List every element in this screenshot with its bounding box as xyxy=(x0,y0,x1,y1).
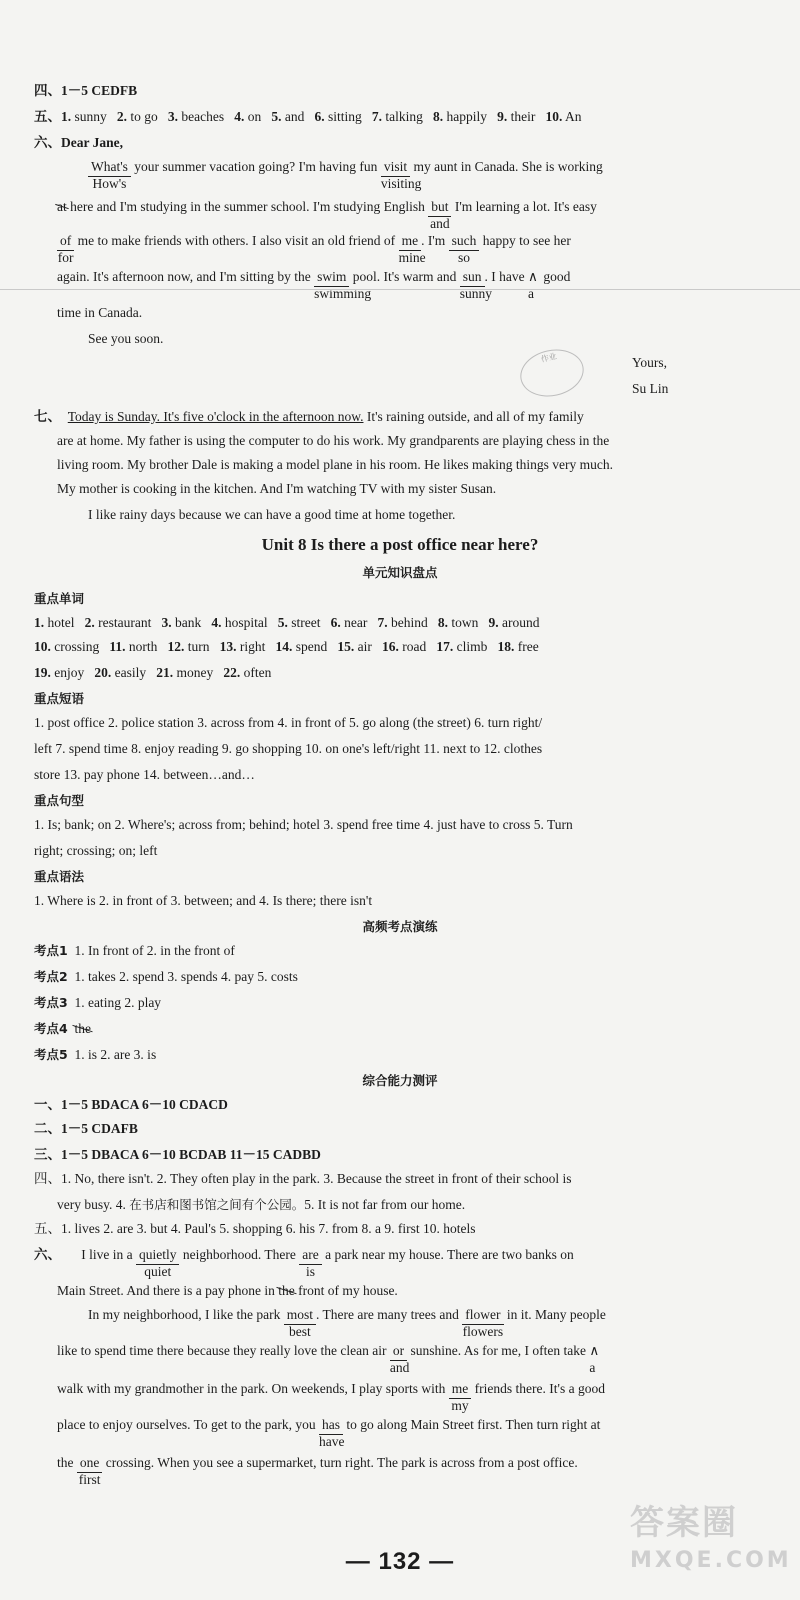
letter-line-5: time in Canada. xyxy=(57,305,143,320)
answer-item: 1. sunny xyxy=(61,109,107,124)
test-section-4-line-1: 四、1. No, there isn't. 2. They often play in the park. 3. Because the street in front of their school is xyxy=(34,1171,572,1186)
words-line-2 xyxy=(34,638,539,656)
letter-line-6: See you soon. xyxy=(88,331,164,346)
word-item: 14. spend xyxy=(275,639,328,654)
word-item: 7. behind xyxy=(377,615,428,630)
word-item: 12. turn xyxy=(167,639,210,654)
deleted-word: at xyxy=(57,199,67,214)
subheading-knowledge: 单元知识盘点 xyxy=(362,565,438,580)
error-word: one first xyxy=(78,1455,101,1487)
subheading-practice: 高频考点演练 xyxy=(362,919,438,934)
passage-line-4: like to spend time there because they really love the clean air or and sunshine. As for me, I often take ∧ a xyxy=(57,1342,601,1361)
watermark-logo: 答案圈 MXQE.COM xyxy=(630,1503,792,1573)
letter-line-2: at here and I'm studying in the summer school. I'm studying English but and I'm learning a lot. It's easy xyxy=(57,199,597,231)
answer-item: 3. beaches xyxy=(167,109,225,124)
test-section-5: 五、1. lives 2. are 3. but 4. Paul's 5. shopping 6. his 7. from 8. a 9. first 10. hotels xyxy=(34,1221,476,1236)
word-item: 18. free xyxy=(497,639,539,654)
unit-title: Unit 8 Is there a post office near here? xyxy=(261,535,539,554)
letter-closing: Yours, xyxy=(632,355,668,370)
answer-item: 6. sitting xyxy=(314,109,362,124)
word-item: 13. right xyxy=(219,639,266,654)
sentences-line-1: 1. Is; bank; on 2. Where's; across from; behind; hotel 3. spend free time 4. just have to cross 5. Turn xyxy=(34,817,573,832)
kaodian-1: 考点1 1. In front of 2. in the front of xyxy=(34,943,235,958)
error-word: visit visiting xyxy=(380,159,422,191)
word-item: 10. crossing xyxy=(34,639,100,654)
sentences-heading: 重点句型 xyxy=(34,793,85,808)
error-word: of for xyxy=(57,233,74,265)
passage-line-7: the one first crossing. When you see a supermarket, turn right. The park is across from a post office. xyxy=(57,1455,578,1487)
word-item: 2. restaurant xyxy=(84,615,152,630)
section-7-line-5: I like rainy days because we can have a good time at home together. xyxy=(88,507,456,522)
answer-item: 10. An xyxy=(545,109,582,124)
word-item: 3. bank xyxy=(161,615,202,630)
answer-item: 2. to go xyxy=(116,109,158,124)
letter-line-4: again. It's afternoon now, and I'm sitting by the swim swimming pool. It's warm and sun sunny . I have ∧ a good xyxy=(57,269,571,301)
phrases-line-1: 1. post office 2. police station 3. across from 4. in front of 5. go along (the street) 6. turn right/ xyxy=(34,715,543,730)
word-item: 16. road xyxy=(382,639,427,654)
page-number: — 132 — xyxy=(345,1548,455,1575)
error-word: or and xyxy=(389,1343,410,1375)
words-line-1 xyxy=(34,614,539,632)
letter-line-3: of for me to make friends with others. I also visit an old friend of me mine . I'm such so happy to see her xyxy=(57,233,571,265)
error-word: such so xyxy=(449,232,480,251)
answer-item: 4. on xyxy=(234,109,262,124)
word-item: 17. climb xyxy=(436,639,488,654)
word-item: 6. near xyxy=(330,615,368,630)
passage-line-2: Main Street. And there is a pay phone in the front of my house. xyxy=(57,1283,398,1298)
words-line-3 xyxy=(34,664,271,682)
fold-line xyxy=(0,289,800,290)
subheading-test: 综合能力测评 xyxy=(362,1073,438,1088)
section-4-answers: 四、1－5 CEDFB xyxy=(34,83,138,98)
error-word: are is xyxy=(299,1246,321,1265)
error-word: me mine xyxy=(398,233,426,265)
word-item: 8. town xyxy=(437,615,479,630)
letter-salutation: 六、Dear Jane, xyxy=(34,135,123,150)
word-item: 19. enjoy xyxy=(34,665,85,680)
word-item: 22. often xyxy=(223,665,272,680)
answer-item: 7. talking xyxy=(371,109,423,124)
error-word: flower flowers xyxy=(462,1307,504,1339)
word-item: 9. around xyxy=(488,615,540,630)
word-item: 21. money xyxy=(156,665,214,680)
phrases-line-3: store 13. pay phone 14. between…and… xyxy=(34,767,255,782)
word-item: 4. hospital xyxy=(211,615,268,630)
answer-item: 9. their xyxy=(497,109,536,124)
answer-item: 5. and xyxy=(271,109,305,124)
error-word: has have xyxy=(319,1417,345,1449)
section-5-answers: 五、1. sunny 2. to go 3. beaches 4. on 5. and 6. sitting 7. talking 8. happily 9. their 10. An xyxy=(34,109,582,124)
word-item: 1. hotel xyxy=(34,615,75,630)
passage-line-5: walk with my grandmother in the park. On weekends, I play sports with me my friends there. It's a good xyxy=(57,1381,605,1413)
kaodian-4: 考点4 the xyxy=(34,1021,91,1036)
stamp-seal: 作业 xyxy=(516,344,588,402)
passage-line-3: In my neighborhood, I like the park most best . There are many trees and flower flowers in it. Many people xyxy=(88,1307,606,1339)
test-section-2: 二、1－5 CDAFB xyxy=(34,1121,138,1136)
section-7-line-2: are at home. My father is using the computer to do his work. My grandparents are playing chess in the xyxy=(57,433,610,448)
grammar-heading: 重点语法 xyxy=(34,869,85,884)
phrases-heading: 重点短语 xyxy=(34,691,85,706)
letter-signature: Su Lin xyxy=(632,381,669,396)
insert-mark: ∧ a xyxy=(528,269,538,301)
test-section-4-line-2: very busy. 4. 在书店和图书馆之间有个公园。5. It is not far from our home. xyxy=(57,1197,466,1212)
words-heading: 重点单词 xyxy=(34,591,85,606)
kaodian-5: 考点5 1. is 2. are 3. is xyxy=(34,1047,157,1062)
grammar-line-1: 1. Where is 2. in front of 3. between; and 4. Is there; there isn't xyxy=(34,893,373,908)
kaodian-3: 考点3 1. eating 2. play xyxy=(34,995,162,1010)
section-7-line-3: living room. My brother Dale is making a model plane in his room. He likes making things very much. xyxy=(57,457,614,472)
word-item: 15. air xyxy=(337,639,372,654)
word-item: 11. north xyxy=(109,639,158,654)
section-7-line-1: 七、 Today is Sunday. It's five o'clock in the afternoon now. It's raining outside, and all of my family xyxy=(34,409,584,424)
passage-line-6: place to enjoy ourselves. To get to the park, you has have to go along Main Street first. Then turn right at xyxy=(57,1417,601,1449)
word-item: 5. street xyxy=(277,615,321,630)
error-word: swim swimming xyxy=(314,269,372,301)
test-section-1: 一、1－5 BDACA 6－10 CDACD xyxy=(34,1097,228,1112)
passage-line-1: 六、 I live in a quietly quiet neighborhood. There are is a park near my house. There are two banks on xyxy=(34,1247,574,1279)
insert-mark: ∧ a xyxy=(589,1343,600,1375)
error-word: me my xyxy=(449,1380,472,1399)
error-word: most best xyxy=(284,1306,316,1325)
section-7-line-4: My mother is cooking in the kitchen. And I'm watching TV with my sister Susan. xyxy=(57,481,497,496)
word-item: 20. easily xyxy=(94,665,147,680)
test-section-3: 三、1－5 DBACA 6－10 BCDAB 11－15 CADBD xyxy=(34,1147,321,1162)
error-word: What's How's xyxy=(88,158,131,177)
answer-item: 8. happily xyxy=(433,109,488,124)
error-word: quietly quiet xyxy=(136,1246,180,1265)
kaodian-2: 考点2 1. takes 2. spend 3. spends 4. pay 5. costs xyxy=(34,969,298,984)
deleted-word: the xyxy=(278,1283,295,1298)
sentences-line-2: right; crossing; on; left xyxy=(34,843,158,858)
error-word: but and xyxy=(430,199,450,231)
error-word: sun sunny xyxy=(459,269,493,301)
phrases-line-2: left 7. spend time 8. enjoy reading 9. go shopping 10. on one's left/right 11. next to 12. clothes xyxy=(34,741,543,756)
letter-line-1: What's How's your summer vacation going? I'm having fun visit visiting my aunt in Canada. She is working xyxy=(88,158,603,177)
